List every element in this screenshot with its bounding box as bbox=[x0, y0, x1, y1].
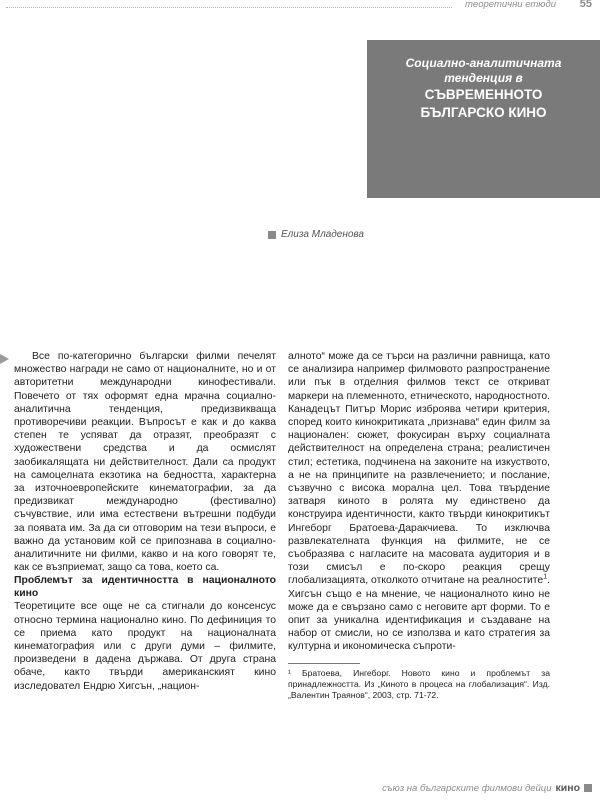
section-subheading: Проблемът за идентичността в националното кино bbox=[14, 575, 276, 600]
intro-paragraph: Все по-категорично български филми печелят множество награди не само от националните, но и от авторитетни международни кинофестивали. Повечето от тях оформят една мрачна социално-аналитична тенденция, предизвикваща противоречиви реакции. Въпросът е как и до каква степен те успяват да отразят, преобразят с художествени средства и да осмислят заобикалящата ни действителност. Дали са продукт на самоцелната екзотика на бедността, характерна за източноевропейските кинематографии, за да предизвикат международно (фестивално) съчувствие, или има естествени вътрешни подбуди за появата им. За да си отговорим на тези въпроси, е важно да установим кой се припознава в социално-аналитичните ни филми, какво и на кого говорят те, как се възприемат, защо са това, което са. bbox=[14, 351, 276, 574]
right-paragraph-continued: . Хигсън също е на мнение, че националното кино не може да е свързано само с неговите арт форми. То е опит за уникална идентификация и създаване на набор от смисли, но се използва и като стратегия за културна и икономическа съпроти- bbox=[288, 575, 550, 653]
page-footer bbox=[382, 782, 592, 794]
right-paragraph bbox=[288, 350, 550, 654]
title-line-2: тенденция в bbox=[444, 71, 523, 85]
right-paragraph-text: алното“ може да се търси на различни равнища, като се анализира например филмовото разпространение или пък в отделния филмов текст се откриват маркери на племенното, етническото, народностното. Канадецът Питър Морис изброява четири критерия, според които кинокритиката „признава“ един филм за национален: сюжет, фокусиран върху социалната действителност на определена страна; реалистичен стил; естетика, подчинена на законите на изкуството, а не на принципите на развлечението; и послание, съзвучно с висока морална цел. Това твърдение затваря киното в ролята му единствено да конструира идентичности, както твърди кинокритикът Ингеборг Братоева-Даракчиева. То изключва развлекателната функция на филмите, не се съобразява с нагласите на масовата аудитория и в този смисъл е по-скоро реакция срещу глобализацията, отколкото отчитане на реалностите bbox=[288, 351, 550, 587]
header-dotted-rule bbox=[6, 7, 452, 8]
author-name: Елиза Младенова bbox=[281, 229, 364, 240]
title-line-1: Социално-аналитичната bbox=[405, 56, 562, 70]
footer-text: съюз на българските филмови дейци bbox=[382, 782, 552, 794]
paragraph-2: Теоретиците все още не са стигнали до консенсус относно термина национално кино. По дефиниция то се приема като продукт на националната кинематография или с други думи – филмите, произведени в дадена държава. От друга страна обаче, както твърди американският кино изследовател Ендрю Хигсън, „национ- bbox=[14, 601, 276, 692]
footnote-reference: 1 bbox=[543, 573, 548, 581]
header-section-title: теоретични етюди bbox=[462, 0, 556, 10]
right-column bbox=[288, 350, 550, 701]
footnote: ¹ Братоева, Ингеборг. Новото кино и проблемът за принадлежността. Из „Киното в процеса на глобализация“. Изд. „Валентин Траянов“, 2003, стр. 71-72. bbox=[288, 667, 550, 700]
left-column bbox=[14, 350, 276, 693]
page-number: 55 bbox=[579, 0, 592, 10]
footer-brand: кино bbox=[555, 782, 580, 794]
triangle-marker-icon bbox=[0, 354, 9, 364]
square-bullet-icon bbox=[268, 231, 276, 239]
article-title-box bbox=[367, 40, 600, 198]
author-byline bbox=[268, 229, 364, 240]
page-header bbox=[6, 0, 592, 14]
footer-square-icon bbox=[584, 784, 592, 792]
footnote-rule bbox=[288, 663, 360, 664]
title-line-3: СЪВРЕМЕННОТО bbox=[424, 87, 543, 102]
title-line-4: БЪЛГАРСКО КИНО bbox=[420, 105, 547, 120]
